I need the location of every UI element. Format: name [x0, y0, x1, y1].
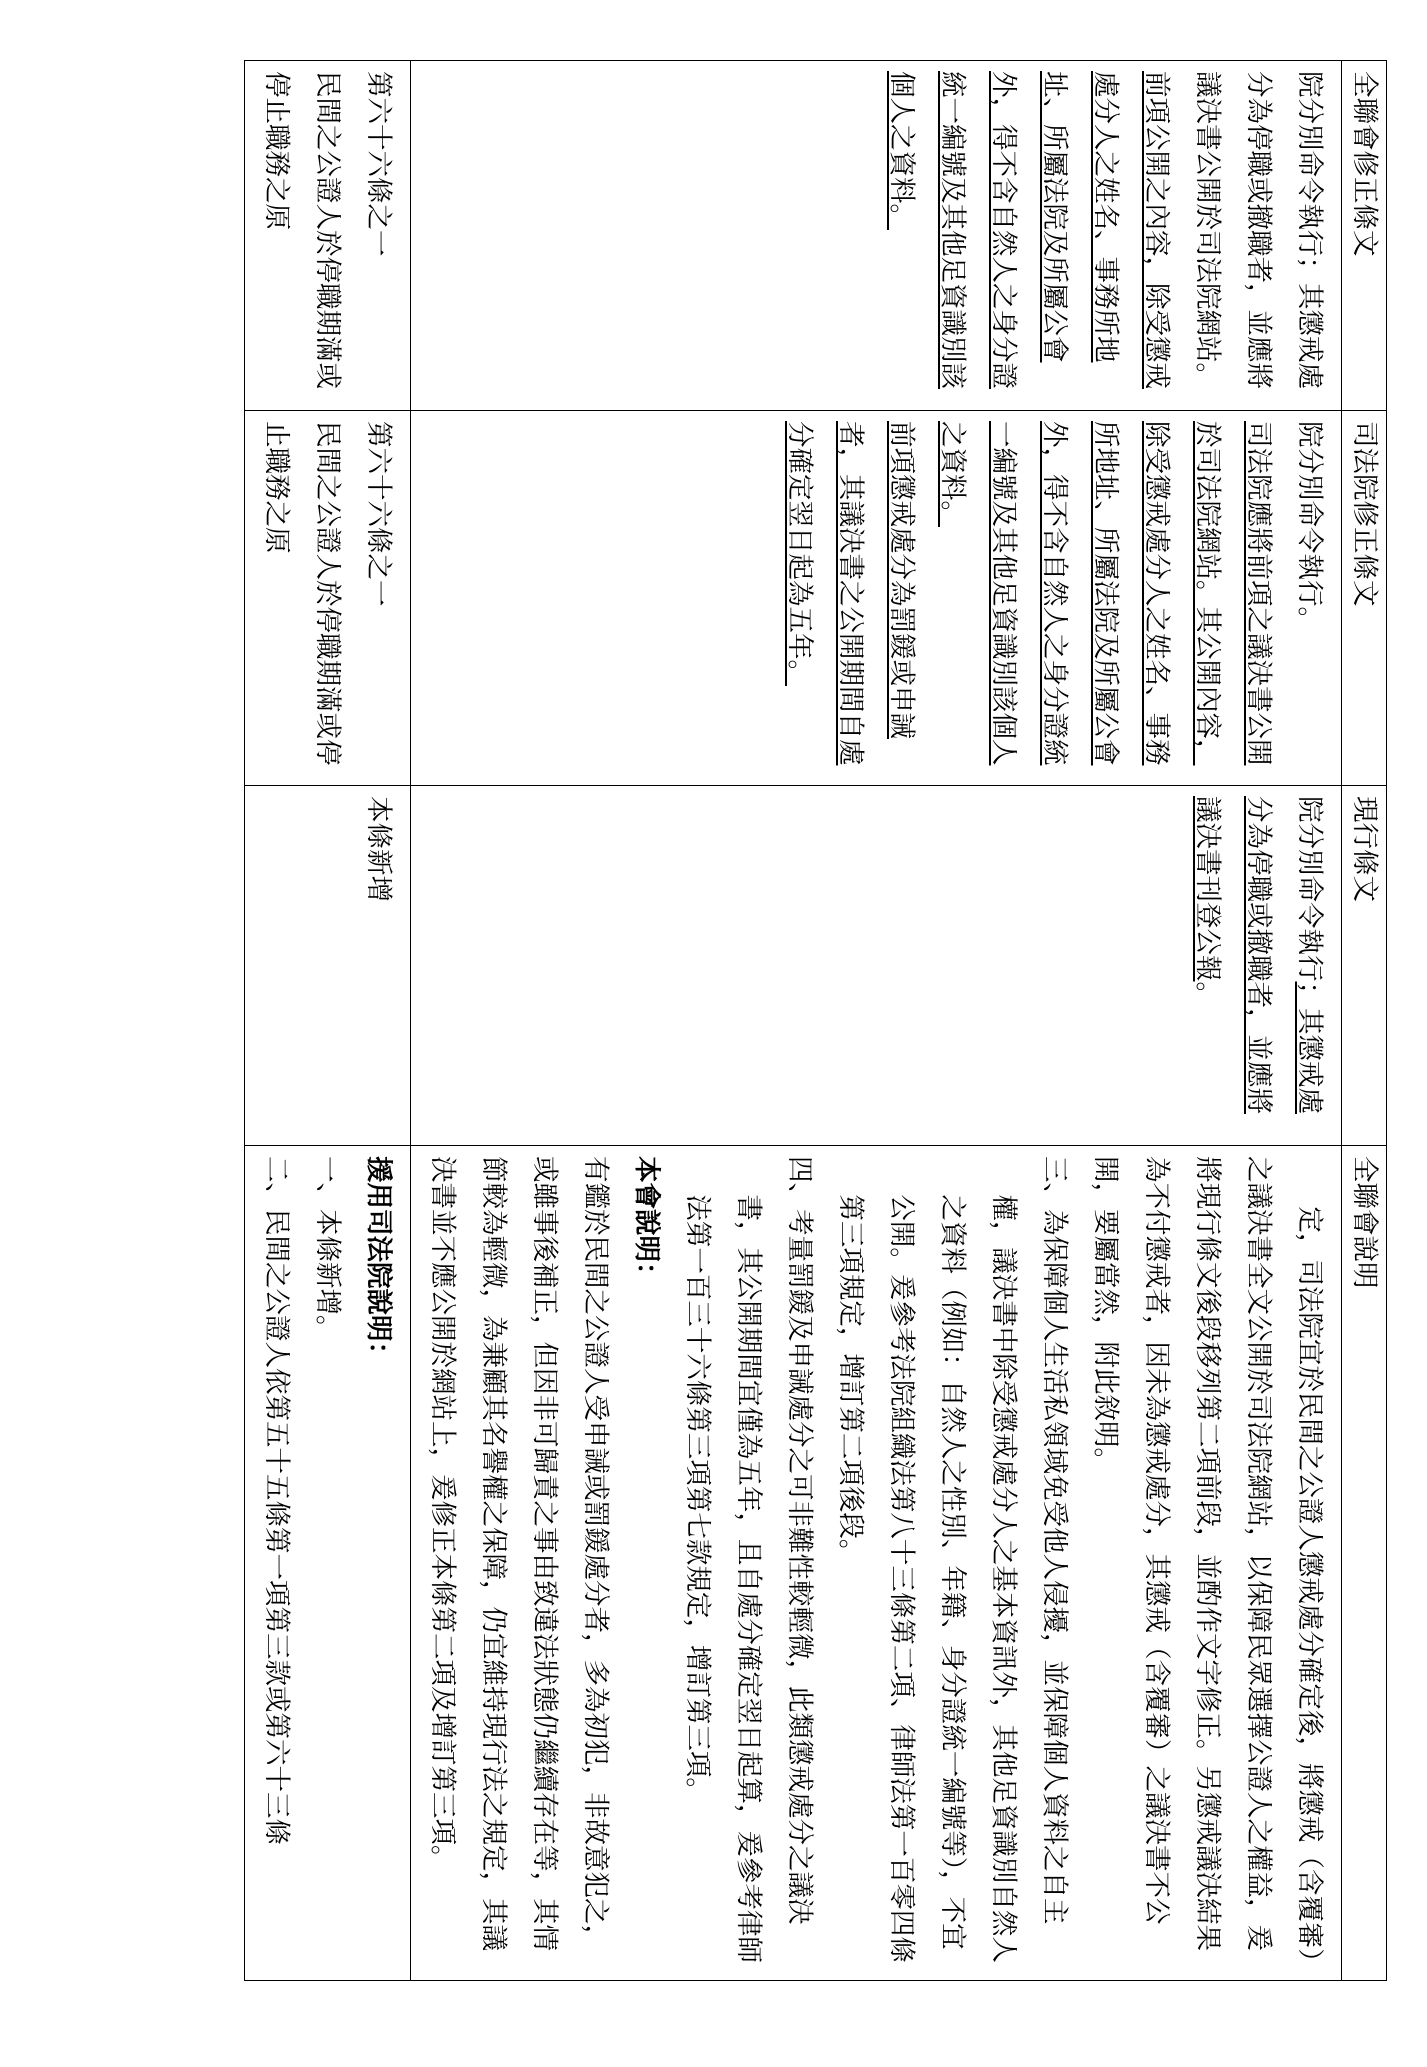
explanation-heading-judicial-yuan: 援用司法院說明：	[363, 1156, 394, 1368]
current-provision-text-c: 。	[1192, 981, 1223, 1008]
judicial-yuan-amendment-para-2: 司法院應將前項之議決書公開於司法院網站。其公開內容，除受懲戒處分人之姓名、事務所地址、所屬法院及所屬公會外，得不含自然人之身分證統一編號及其他足資識別該個人之資料。	[937, 421, 1274, 766]
amendment-comparison-table	[244, 60, 1387, 1981]
article-title: 第六十六條之一	[363, 71, 394, 257]
federation-amendment-cell	[411, 61, 1342, 411]
header-cell-judicial-yuan-amendment: 司法院修正條文	[1342, 411, 1387, 786]
judicial-yuan-amendment-para-3: 前項懲戒處分為罰鍰或申誡者，其議決書之公開期間自處分確定翌日起為五年。	[784, 421, 917, 766]
federation-amendment-para-2: 前項公開之內容，除受懲戒處分人之姓名、事務所地址、所屬法院及所屬公會外，得不含自然人之身分證統一編號及其他足資識別該個人之資料。	[886, 71, 1172, 389]
explanation-heading-federation: 本會說明：	[631, 1156, 662, 1289]
header-row	[1342, 61, 1387, 1981]
explanation-item-3: 三、為保障個人生活私領域免受他人侵擾，並保障個人資料之自主權，議決書中除受懲戒處分人之基本資訊外，其他足資識別自然人之資料（例如：自然人之性別、年籍、身分證統一編號等），不宜公開。爰參考法院組織法第八十三條第二項、律師法第一百零四條第三項規定，增訂第二項後段。	[835, 1156, 1070, 1963]
judicial-yuan-amendment-cell	[411, 411, 1342, 786]
new-article-note: 本條新增	[363, 796, 394, 902]
header-cell-current-provision: 現行條文	[1342, 786, 1387, 1146]
federation-explanation-cell-66-1	[245, 1146, 411, 1981]
federation-amendment-cell-66-1	[245, 61, 411, 411]
explanation-item-1: 一、本條新增。	[312, 1156, 343, 1342]
federation-explanation-cell	[411, 1146, 1342, 1981]
explanation-item-2: 二、民間之公證人依第五十五條第一項第三款或第六十三條	[261, 1156, 292, 1845]
article-title: 第六十六條之一	[363, 421, 394, 607]
table-row-article-66-1	[245, 61, 411, 1981]
current-provision-text-a: 院分別命令執行	[1294, 796, 1325, 982]
current-provision-text-b: ；其懲戒處分為停職或撤職者，並應將議決書刊登公報	[1192, 796, 1325, 1114]
judicial-yuan-amendment-cell-66-1	[245, 411, 411, 786]
current-provision-cell-66-1	[245, 786, 411, 1146]
explanation-para-federation: 有鑑於民間之公證人受申誡或罰鍰處分者，多為初犯，非故意犯之，或雖事後補正，但因非可歸責之事由致違法狀態仍繼續存在等，其情節較為輕微，為兼顧其名譽權之保障，仍宜維持現行法之規定，其議決書並不應公開於網站上，爰修正本條第二項及增訂第三項。	[427, 1156, 611, 1951]
article-text: 民間之公證人於停職期滿或停止職務之原	[261, 421, 343, 766]
current-provision-para-1	[1182, 796, 1335, 1135]
article-text: 民間之公證人於停職期滿或停止職務之原	[261, 71, 343, 389]
federation-amendment-para-1: 院分別命令執行；其懲戒處分為停職或撤職者，並應將議決書公開於司法院網站。	[1192, 71, 1325, 389]
table-row-article-66	[411, 61, 1342, 1981]
explanation-item-4: 四、考量罰鍰及申誡處分之可非難性較輕微，此類懲戒處分之議決書，其公開期間宜僅為五年，且自處分確定翌日起算，爰參考律師法第一百三十六條第三項第七款規定，增訂第三項。	[682, 1156, 815, 1963]
judicial-yuan-amendment-para-1: 院分別命令執行。	[1294, 421, 1325, 633]
current-provision-cell	[411, 786, 1342, 1146]
header-cell-federation-explanation: 全聯會說明	[1342, 1146, 1387, 1981]
explanation-para-1: 定，司法院宜於民間之公證人懲戒處分確定後，將懲戒（含覆審）之議決書全文公開於司法院網站，以保障民眾選擇公證人之權益，爰將現行條文後段移列第二項前段，並酌作文字修正。另懲戒議決結果為不付懲戒者，因未為懲戒處分，其懲戒（含覆審）之議決書不公開，要屬當然，附此敘明。	[1090, 1156, 1325, 1962]
header-cell-federation-amendment: 全聯會修正條文	[1342, 61, 1387, 411]
